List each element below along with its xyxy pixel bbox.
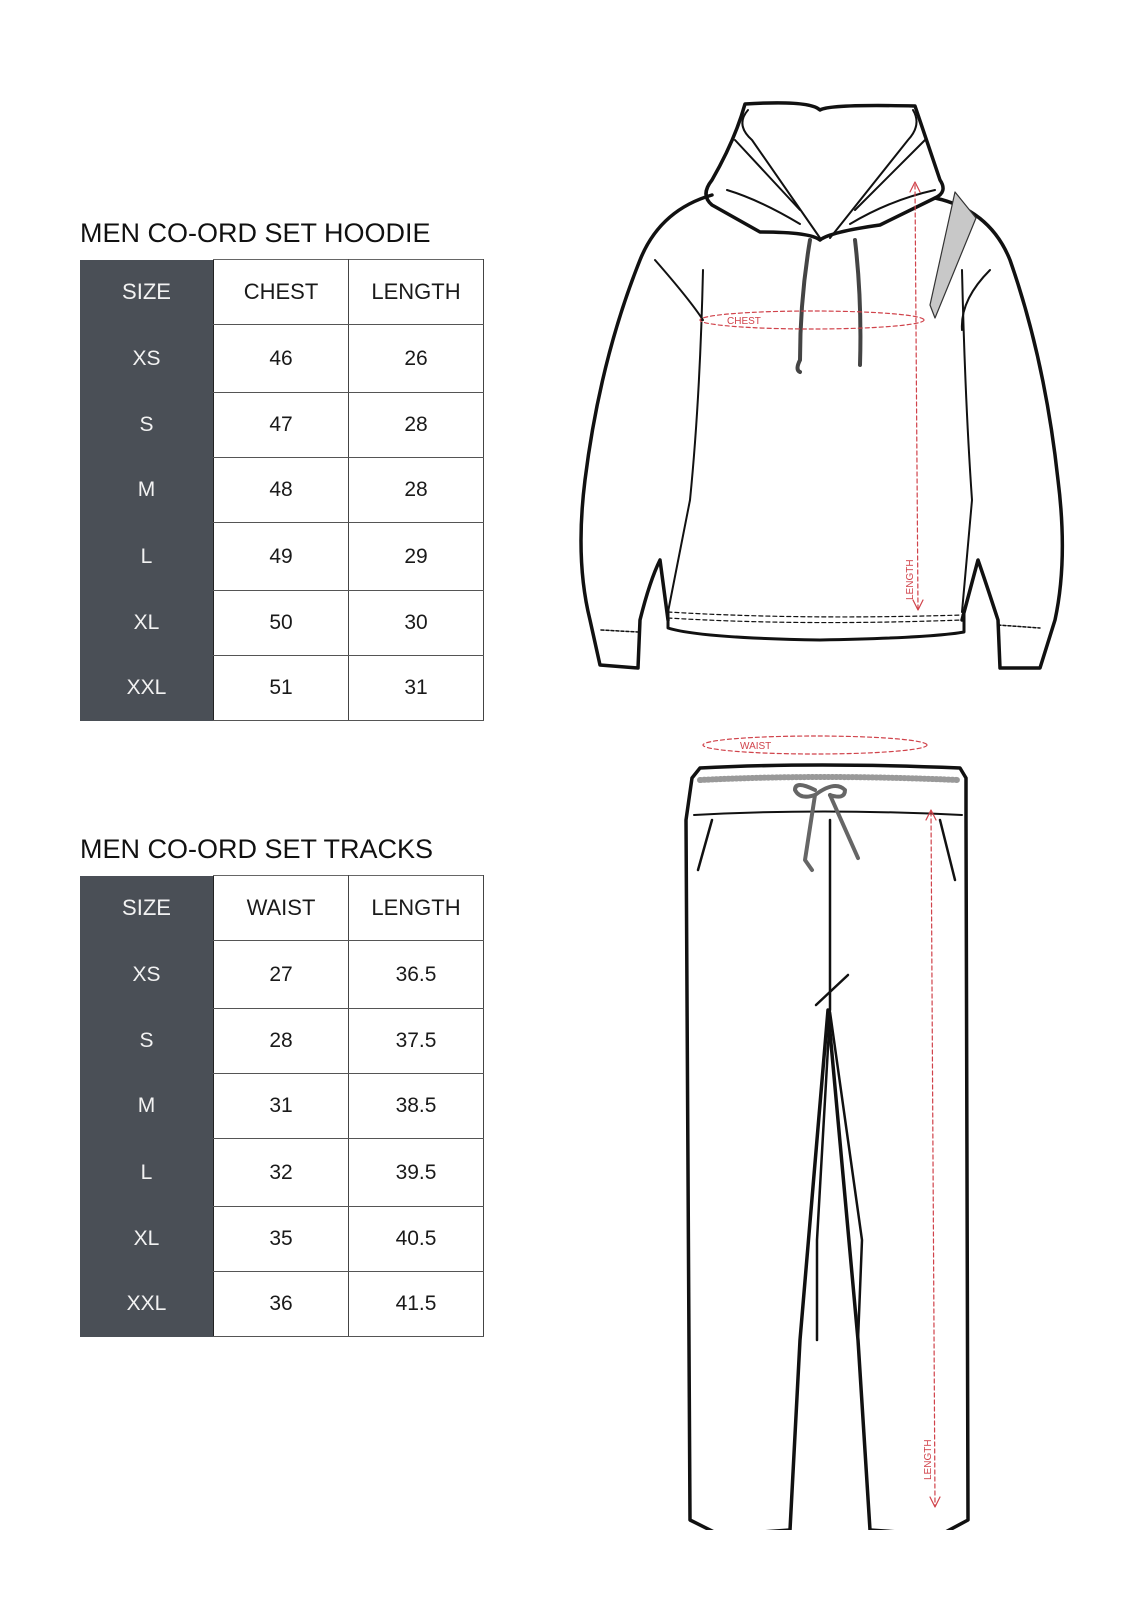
hoodie-flat-sketch	[570, 90, 1070, 690]
length-cell: 29	[349, 523, 484, 591]
waist-cell: 27	[214, 941, 349, 1009]
chest-cell: 48	[214, 458, 349, 523]
table-header-row	[80, 876, 484, 941]
table-row	[80, 325, 484, 393]
size-cell: XL	[80, 591, 214, 656]
waist-cell: 32	[214, 1139, 349, 1207]
length-cell: 36.5	[349, 941, 484, 1009]
table-row	[80, 458, 484, 523]
size-cell: L	[80, 1139, 214, 1207]
waist-cell: 31	[214, 1074, 349, 1139]
header-length: LENGTH	[349, 260, 484, 325]
table-row	[80, 1139, 484, 1207]
hoodie-length-measure-label: LENGTH	[905, 559, 916, 600]
length-cell: 40.5	[349, 1207, 484, 1272]
length-cell: 30	[349, 591, 484, 656]
header-size: SIZE	[80, 876, 214, 941]
table-row	[80, 1009, 484, 1074]
length-cell: 38.5	[349, 1074, 484, 1139]
chest-cell: 47	[214, 393, 349, 458]
length-cell: 41.5	[349, 1272, 484, 1337]
size-cell: M	[80, 458, 214, 523]
size-cell: S	[80, 393, 214, 458]
chest-cell: 50	[214, 591, 349, 656]
tracks-length-measure-label: LENGTH	[923, 1439, 934, 1480]
size-cell: M	[80, 1074, 214, 1139]
chest-cell: 51	[214, 656, 349, 721]
tracks-chart-title: MEN CO-ORD SET TRACKS	[80, 834, 434, 864]
size-cell: XS	[80, 941, 214, 1009]
size-cell: XL	[80, 1207, 214, 1272]
hoodie-chart-title: MEN CO-ORD SET HOODIE	[80, 218, 431, 248]
length-cell: 39.5	[349, 1139, 484, 1207]
size-cell: L	[80, 523, 214, 591]
table-row	[80, 941, 484, 1009]
chest-cell: 49	[214, 523, 349, 591]
length-cell: 28	[349, 393, 484, 458]
table-row	[80, 1207, 484, 1272]
length-cell: 28	[349, 458, 484, 523]
chest-measure-label: CHEST	[727, 316, 761, 327]
header-length: LENGTH	[349, 876, 484, 941]
size-cell: XXL	[80, 1272, 214, 1337]
table-row	[80, 591, 484, 656]
chest-cell: 46	[214, 325, 349, 393]
tracks-size-table	[80, 875, 484, 1337]
length-cell: 31	[349, 656, 484, 721]
waist-measure-label: WAIST	[740, 741, 772, 752]
waist-cell: 28	[214, 1009, 349, 1074]
header-size: SIZE	[80, 260, 214, 325]
table-row	[80, 1074, 484, 1139]
size-cell: S	[80, 1009, 214, 1074]
hoodie-size-table	[80, 259, 484, 721]
waist-cell: 36	[214, 1272, 349, 1337]
table-header-row	[80, 260, 484, 325]
table-row	[80, 1272, 484, 1337]
header-waist: WAIST	[214, 876, 349, 941]
size-cell: XS	[80, 325, 214, 393]
table-row	[80, 656, 484, 721]
table-row	[80, 523, 484, 591]
table-row	[80, 393, 484, 458]
size-cell: XXL	[80, 656, 214, 721]
tracks-flat-sketch	[650, 730, 990, 1530]
length-cell: 37.5	[349, 1009, 484, 1074]
waist-cell: 35	[214, 1207, 349, 1272]
length-cell: 26	[349, 325, 484, 393]
header-chest: CHEST	[214, 260, 349, 325]
